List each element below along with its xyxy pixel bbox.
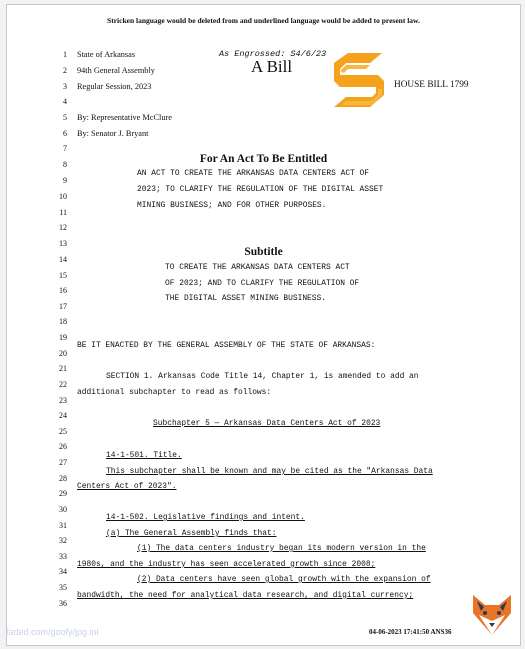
session: Regular Session, 2023 <box>77 82 152 91</box>
watermark-text: faded.com/goofy/jpg.ini <box>6 627 99 637</box>
title-line-1: AN ACT TO CREATE THE ARKANSAS DATA CENTERS ACT OF <box>137 169 370 178</box>
subchapter-heading: Subchapter 5 — Arkansas Data Centers Act of 2023 <box>153 419 381 428</box>
line-number: 20 <box>59 349 67 358</box>
line-number: 8 <box>63 160 67 169</box>
section-502-1-line-2: 1980s, and the industry has seen accelerated growth since 2008; <box>77 560 376 569</box>
line-number: 23 <box>59 396 67 405</box>
footer-timestamp: 04-06-2023 17:41:50 ANS36 <box>369 628 452 636</box>
state-name: State of Arkansas <box>77 50 136 59</box>
stricken-notice: Stricken language would be deleted from and underlined language would be added to present law. <box>107 16 420 25</box>
line-number: 36 <box>59 599 67 608</box>
line-number: 11 <box>59 208 67 217</box>
section-502-2-line-2: bandwidth, the need for analytical data research, and digital currency; <box>77 591 414 600</box>
line-number: 22 <box>59 380 67 389</box>
line-number: 25 <box>59 427 67 436</box>
subtitle-heading: Subtitle <box>244 246 283 258</box>
line-number: 6 <box>63 129 67 138</box>
fox-badge-icon <box>469 591 515 639</box>
line-number: 31 <box>59 521 67 530</box>
title-line-2: 2023; TO CLARIFY THE REGULATION OF THE DIGITAL ASSET <box>137 185 384 194</box>
line-number: 5 <box>63 113 67 122</box>
line-number: 30 <box>59 505 67 514</box>
general-assembly: 94th General Assembly <box>77 66 155 75</box>
section-1-line-1: SECTION 1. Arkansas Code Title 14, Chapter 1, is amended to add an <box>106 372 419 381</box>
bill-number: HOUSE BILL 1799 <box>394 80 469 90</box>
line-number: 1 <box>63 50 67 59</box>
line-number: 28 <box>59 474 67 483</box>
line-number: 16 <box>59 286 67 295</box>
line-number: 9 <box>63 176 67 185</box>
line-number: 3 <box>63 82 67 91</box>
line-number: 26 <box>59 442 67 451</box>
bill-label: A Bill <box>251 57 293 76</box>
section-502-2-line-1: (2) Data centers have seen global growth with the expansion of <box>137 575 431 584</box>
line-number: 24 <box>59 411 67 420</box>
bill-page <box>6 4 521 646</box>
line-number: 2 <box>63 66 67 75</box>
line-number: 13 <box>59 239 67 248</box>
line-number: 35 <box>59 583 67 592</box>
line-number: 15 <box>59 271 67 280</box>
subtitle-line-2: OF 2023; AND TO CLARIFY THE REGULATION OF <box>165 279 360 288</box>
line-number: 21 <box>59 364 67 373</box>
line-number: 14 <box>59 255 67 264</box>
line-number: 29 <box>59 489 67 498</box>
line-number: 4 <box>63 97 67 106</box>
section-501-text-1: This subchapter shall be known and may be cited as the "Arkansas Data <box>106 467 433 476</box>
line-number: 10 <box>59 192 67 201</box>
section-502-heading: 14-1-502. Legislative findings and intent. <box>106 513 305 522</box>
line-number: 12 <box>59 223 67 232</box>
section-501-text-2: Centers Act of 2023". <box>77 482 177 491</box>
line-number: 34 <box>59 567 67 576</box>
line-number: 18 <box>59 317 67 326</box>
sponsor-senator: By: Senator J. Bryant <box>77 129 149 138</box>
section-502-1-line-1: (1) The data centers industry began its modern version in the <box>137 544 426 553</box>
line-number: 19 <box>59 333 67 342</box>
sponsor-representative: By: Representative McClure <box>77 113 172 122</box>
title-line-3: MINING BUSINESS; AND FOR OTHER PURPOSES. <box>137 201 327 210</box>
section-1-line-2: additional subchapter to read as follows: <box>77 388 272 397</box>
line-number: 7 <box>63 144 67 153</box>
engrossed-stamp: As Engrossed: S4/6/23 <box>219 49 327 59</box>
line-number: 32 <box>59 536 67 545</box>
line-number: 27 <box>59 458 67 467</box>
title-heading: For An Act To Be Entitled <box>199 153 328 165</box>
subtitle-line-1: TO CREATE THE ARKANSAS DATA CENTERS ACT <box>165 263 350 272</box>
subtitle-line-3: THE DIGITAL ASSET MINING BUSINESS. <box>165 294 326 303</box>
line-number: 33 <box>59 552 67 561</box>
orange-s-logo-icon <box>330 49 388 111</box>
line-number: 17 <box>59 302 67 311</box>
section-501-heading: 14-1-501. Title. <box>106 451 182 460</box>
enacting-clause: BE IT ENACTED BY THE GENERAL ASSEMBLY OF THE STATE OF ARKANSAS: <box>77 341 376 350</box>
section-502-a: (a) The General Assembly finds that: <box>106 529 277 538</box>
